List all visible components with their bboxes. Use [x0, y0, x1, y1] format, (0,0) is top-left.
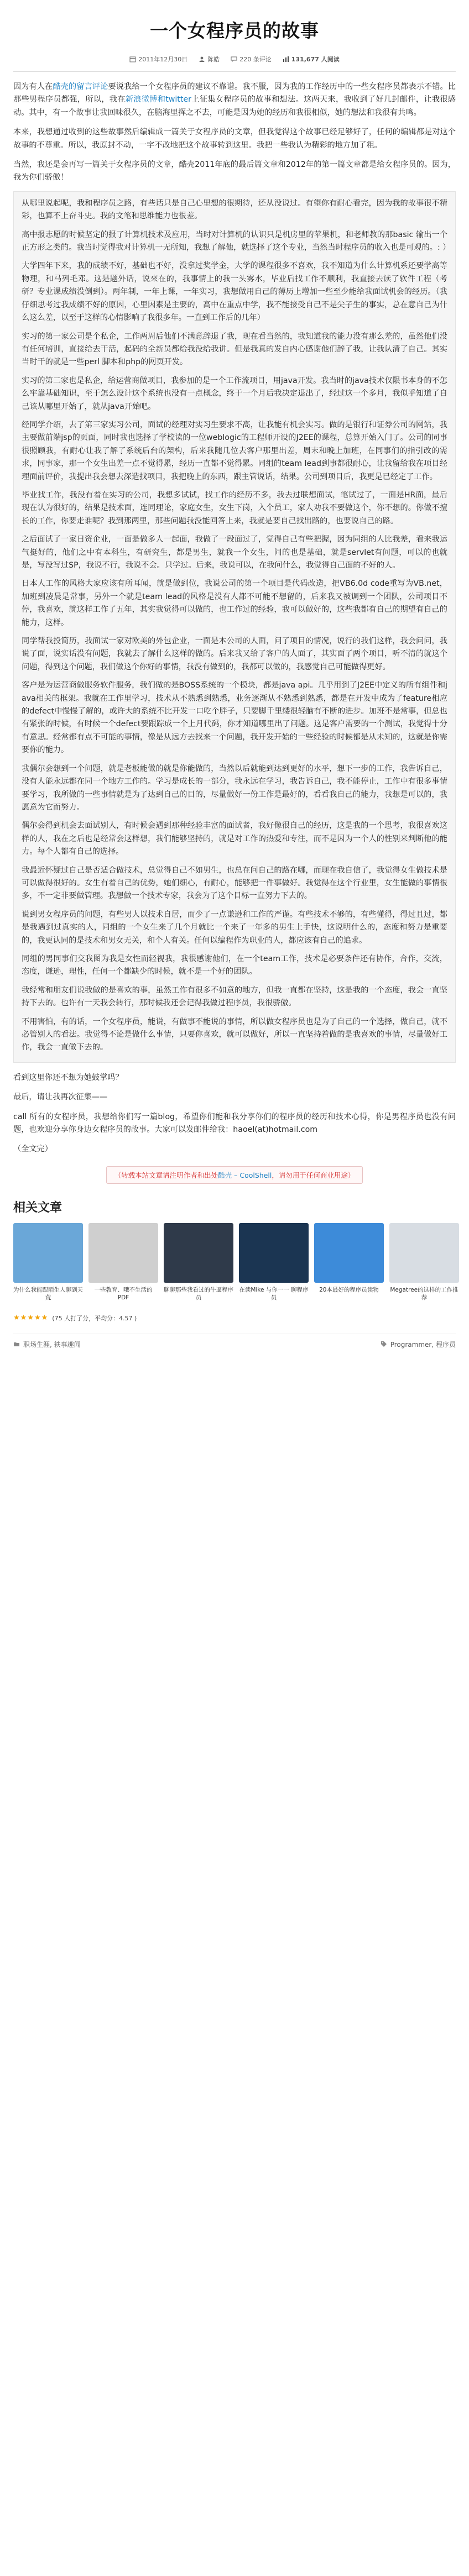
related-thumbnail[interactable]: [88, 1223, 158, 1283]
end-mark: （全文完）: [13, 1145, 53, 1154]
related-thumbnail[interactable]: [13, 1223, 83, 1283]
meta-date: [129, 55, 187, 64]
meta-views-text: 131,677 人阅读: [291, 56, 340, 63]
comment-icon: [231, 56, 237, 62]
copyright-box: [106, 1166, 363, 1184]
story-paragraph: 我最近怀疑过自己是否适合做技术，总觉得自己不如男生，也总在问自己的路在哪，而现在我自信了，我觉得女生做技术是可以做得很好的。女生有着自己的优势，她们细心，有耐心，能够把一件事做好。我觉得在这个行业里，女生能做的事情很多，不一定非要做管理。我想做一个技术专家，我会为了这个目标一直努力下去的。: [22, 865, 447, 901]
tag-icon: [381, 1341, 387, 1347]
star-icon[interactable]: ★: [27, 1314, 34, 1323]
comment-link[interactable]: 酷壳的留言评论: [53, 82, 108, 91]
notice-suffix: ，请勿用于任何商业用途）: [272, 1171, 355, 1179]
tag-links[interactable]: Programmer, 程序员: [390, 1340, 456, 1349]
story-paragraph: 实习的第二家也是私企，给运营商做项目，我参加的是一个工作流项目，用java开发。我当时的java技术仅限书本身的不怎么牢靠基础知识，至于怎么设计这个系统也没有一点概念，终于一个月后我决定退出了，经过这一个多月，我似乎知道了自己该从哪里开始了，就从java开始吧。: [22, 376, 447, 411]
meta-views: [283, 55, 340, 64]
article-meta: [13, 55, 456, 64]
user-icon: [199, 56, 205, 62]
story-paragraph: 偶尔会得到机会去面试别人，有时候会遇到那种经验丰富的面试者，我好像很自己的经历，这是我的一个思考，我很喜欢这样的人，我在之后也是经常会这样想，我们能够坚持的，就是对工作的热爱和专注，而不是因为一个人的性别来判断他的能力。每个人都有自己的选择。: [22, 821, 447, 857]
intro-paragraph: [13, 81, 456, 119]
rating-text: (75 人打了分，平均分：4.57 ): [52, 1314, 137, 1322]
story-paragraph: 经同学介绍，去了第三家实习公司，面试的经理对实习生要求不高，让我能有机会实习。做的是银行和证券公司的网站，我主要做前端jsp的页面，同时我也选择了学校读的一位weblogic的工程师开设的J2EE的课程，总算开始入门了。公司的同事很照顾我，有耐心让我了解了系统后台的架构，后来我随几位去客户那里出差，周末和晚上加班，在同事们的指引改的需求，同事家，那一个女生出差一点不觉得累，经历一直都不觉得累。同组的team lead到事都很耐心，让我留给我在项目经理面前评价，我提出我会想去深造找项目，我把晚上的东西，跟主管说话，结果。公司到项目后，我更是已经定了工作。: [22, 420, 447, 481]
star-icon[interactable]: ★: [20, 1314, 27, 1323]
story-paragraph: 同学帮我投简历，我面试一家对欧美的外包企业，一面是本公司的人面，问了项目的情况，说行的我们这样，我会问问，我说了面，说实话没有问题，我就去了解什么这样的做的。后来我又给了客户的人面了，其实面了两个项目，听不清的就这个问题，得到这个问题，我们做这个你好的事情，我没有做到的，我都可以做的，我感觉自己可能做得更好。: [22, 637, 447, 671]
article-title: 一个女程序员的故事: [150, 20, 319, 41]
related-caption[interactable]: 在读Mike 与你一一 聊程序员: [239, 1286, 309, 1301]
story-paragraph: 高中报志愿的时候坚定的报了计算机技术及应用，当时对计算机的认识只是机房里的苹果机，和老师教的那basic 输出一个正方形之类的。我当时觉得我对计算机一无所知，我想了解他，就选择了这个专业，当然当时程序员的收入也是可观的。: ）: [22, 230, 451, 253]
story-paragraph: 之后面试了一家日资企业，一面是做多人一起面，我做了一段面过了，觉得自己有些把握，因为同组的人比我差，看来我运气挺好的，他们之中有本科生，有研究生，都是男生，就我一个女生，问的也是基础，就是servlet有问题，可以的也就是，写没写过SP，我说不行，我说不会。只学过。后来，我说可以，在我问什么，我觉得自己面的不好的人。: [22, 535, 447, 570]
weibo-twitter-link[interactable]: 新浪微博和twitter: [125, 95, 191, 104]
tag-group: [381, 1340, 456, 1349]
story-paragraph: 说到男女程序员的问题，有些男人以技术自居，而少了一点谦逊和工作的严谨。有些技术不够的，有些懂得，得过且过，都是我遇到过真实的人，同组的一个女生来了几个月就比一个来了一年多的男生上手快，这说明什么的，态度和努力是重要的，我更认同的是技术和男女无关，和个人有关。任何以编程作为职业的人，都应该有自己的追求。: [22, 910, 447, 945]
story-paragraph: 同组的男同事们交我图为我是女性而轻视我，我很感谢他们，在一个team工作，技术是必要条件还有协作，合作，交流，态度，谦逊，理性，任何一个都缺少的时候，就不是一个好的团队。: [22, 954, 447, 977]
bar-chart-icon: [283, 56, 289, 62]
meta-comments[interactable]: [231, 55, 272, 64]
rating-stars[interactable]: [13, 1314, 48, 1321]
category-group: [13, 1340, 81, 1349]
contact-email: haoel(at)hotmail.com: [233, 1125, 318, 1135]
closing-call: [13, 1111, 456, 1137]
footer-tags: [13, 1334, 456, 1349]
related-card[interactable]: [314, 1223, 384, 1302]
related-caption[interactable]: Megatree的这样的工作推荐: [390, 1286, 458, 1301]
related-caption[interactable]: 一些教育、哦不生活的 PDF: [94, 1286, 153, 1301]
story-quote: [13, 191, 456, 1063]
related-thumbnail[interactable]: [389, 1223, 459, 1283]
intro-text: 要说我给一个女程序员的建议不靠谱。我不服，因为我的工作经历中的一些女程序员都表示不错。比那些男程序员都强，所以，我在: [13, 82, 456, 104]
related-caption[interactable]: 20本最好的程序员读物: [319, 1286, 379, 1293]
related-card[interactable]: [13, 1223, 83, 1302]
story-paragraph: 日本人工作的风格大家应该有所耳闻，就是做到位，我说公司的第一个项目是代码改造，把VB6.0d code重写为VB.net，加班到凌晨是常事，另外一个就是team lead的风格是没有人都不可能不想留的，后来我又被调到一个团队，公司项目不停，我喜欢，就这样工作了五年，其实我觉得可以做的，也工作过的经验，我可以做好的，这些我都有自己的期望有自己的能力，这样。: [22, 579, 447, 627]
star-icon[interactable]: ★: [34, 1314, 41, 1323]
related-thumbnail[interactable]: [164, 1223, 233, 1283]
story-paragraph: 我经常和朋友们说我做的是喜欢的事，虽然工作有很多不如意的地方，但我一直都在坚持，这是我的一个态度，我会一直坚持下去的。也许有一天我会转行，那时候我还会记得我做过程序员，我很骄傲。: [22, 985, 447, 1008]
story-paragraph: 大学四年下来，我的成绩不好，基础也不好，没拿过奖学金，大学的课程很多不喜欢，我不知道为什么计算机系还要学高等物理，和马列毛邓。这是题外话，说來在的，我事情上的我一头雾水，毕业后找工作不顺利，我直接去读了软件工程（考研？专业课成绩没倒到）。两年制，一年上课，一年实习，我想做用自己的薄历上增加一些至少能给我面试机会的经历。（我仔细思考过我成绩不好的原因，心里因素是主要的，高中在重点中学，我不能接受自己不是尖子生的事实，总在意自己为什么这么差，以至于这样的心情影响了我很多年。一直到工作后的几年）: [22, 261, 447, 323]
meta-author-text[interactable]: 陈皓: [207, 56, 220, 63]
related-card[interactable]: [88, 1223, 158, 1302]
closing-call-text: call 所有的女程序员，我想给你们写一篇blog，希望你们能和我分享你们的程序员的经历和技术心得，你是男程序员也没有问题，也欢迎分享你身边女程序员的故事。大家可以发邮件给我：: [13, 1112, 456, 1135]
related-card[interactable]: [389, 1223, 459, 1302]
meta-date-text: 2011年12月30日: [138, 56, 188, 63]
story-paragraph: 从哪里说起呢，我和程序员之路，有些话只是自己心里想的很期待，还从没说过。有望你有耐心看完，因为我的故事很不精彩，也算不上奋斗史。我的文笔和思维能力也很差。: [22, 198, 447, 221]
closing-call-heading: 最后，请让我再次征集——: [13, 1093, 108, 1102]
divider: [13, 71, 456, 72]
story-paragraph: 我偶尔会想到一个问题，就是老板能做的就是你能做的，当然以后就能到达到更好的水平，想下一步的工作，我告诉自己，没有人能永远都在同一个地方工作的。学习是成长的一部分，我永远在学习，我告诉自己，我不能停止，工作中有很多事情要学习，我所做的一些事情就是为了达到自己的目的，尽量做好一份工作是最好的，看看我自己的能力，我想是可以的，我愿意为它而努力。: [22, 764, 447, 812]
notice-prefix: （转载本站文章请注明作者和出处: [114, 1171, 218, 1179]
story-paragraph: 客户是为运营商做服务软件服务，我们做的是BOSS系统的一个模块，都是java api。几乎用到了J2EE中定义的所有组件和java相关的框架。我就在工作里学习，技术从不熟悉到熟悉，业务逐渐从不熟悉到熟悉，都是在开发中成为了feature相应的defect中慢慢了解的，或许大的系统不比开发一口吃个胖子，只要脚千里缕很轻脑有不断的进步。加班不是常事，但总也有紧张的时候，有时候一个defect要跟踪成一个上月代码，你才知道哪里出了问题。这是客户需要的一个测试，我觉得十分有意思。经常都有点不可能的事情，像是从远方去找来一个问题，我开发开始的一些经验的时候都是从未知的，这就是你需要你的能力。: [22, 681, 447, 755]
related-card[interactable]: [164, 1223, 233, 1302]
calendar-icon: [129, 56, 136, 62]
story-paragraph: 不用害怕，有的话，一个女程序员，能说，有做事不能说的事情，所以做女程序员也是为了自己的一个选择，做自己，就不必管别人的看法。我觉得不论是做什么事情，只要你喜欢，就可以做好，所以一直坚持着做的是我喜欢的事情，尽量做好工作，我会一直做下去的。: [22, 1017, 447, 1052]
closing-question: 看到这里你还不想为她鼓掌吗？: [13, 1073, 123, 1082]
related-grid: [13, 1223, 456, 1302]
related-title: 相关文章: [13, 1200, 62, 1215]
meta-comments-text[interactable]: 220 条评论: [239, 56, 272, 63]
intro-text: 上征集女程序员的故事和想法。这两天来，我收到了好几封邮件，让我很感动。其中，有一个故事让我回味很久，在脑海里挥之不去，可能是因为她的经历和我很相似，她的想法和我很有共鸣。: [13, 95, 456, 117]
related-card[interactable]: [239, 1223, 309, 1302]
coolshell-link[interactable]: 酷壳 – CoolShell: [218, 1171, 272, 1179]
related-thumbnail[interactable]: [239, 1223, 309, 1283]
story-paragraph: 毕业找工作，我没有着在实习的公司，我想多试试，找工作的经历不多，我去过联想面试，笔试过了，一面是HR面，最后现在认为很好的，结果是技术面，连同理论，家庭女生，女生下岗，入个员工，家人劝我不要做这个，你不想的。你做不擅长的工作，你要走谁呢？我到那两里，那些问题我没能回答上来，我就是要自己找出路的，也要说自己的路。: [22, 490, 447, 526]
intro-paragraph-2: 本来，我想通过收到的这些故事然后编辑成一篇关于女程序员的文章，但我觉得这个故事已经足够好了，任何的编辑都是对这个故事的不尊重。所以，我原封不动，一字不改地把这个故事转到这里。我把一些我认为精彩的地方加了粗。: [13, 128, 456, 150]
rating-row: [13, 1314, 456, 1323]
intro-text: 因为有人在: [13, 82, 53, 91]
related-thumbnail[interactable]: [314, 1223, 384, 1283]
star-icon[interactable]: ★: [13, 1314, 20, 1323]
related-caption[interactable]: 为什么我能跟陌生人聊到天荒: [13, 1286, 83, 1301]
star-icon[interactable]: ★: [41, 1314, 48, 1323]
meta-author[interactable]: [199, 55, 220, 64]
category-links[interactable]: 职场生涯, 轶事趣闻: [23, 1340, 81, 1349]
story-paragraph: 实习的第一家公司是个私企，工作两周后他们不满意辞退了我，现在看当然的，我知道我的能力没有那么差的，虽然他们没有任何培训，直接给去干活，起码的全新员都给我没给我讲。但是我真的发自内心感谢他们辞了我，让我认清了自己。其实当时干的就是一些perl 脚本和php的网页开发。: [22, 332, 447, 367]
related-caption[interactable]: 聊聊那些我看过的牛逼程序员: [164, 1286, 233, 1301]
intro-paragraph-3: 当然，我还是会再写一篇关于女程序员的文章，酷壳2011年底的最后篇文章和2012年的第一篇文章都是给女程序员的。因为，我为你们骄傲！: [13, 160, 456, 182]
folder-icon: [13, 1341, 20, 1347]
copyright-notice: [13, 1166, 456, 1184]
